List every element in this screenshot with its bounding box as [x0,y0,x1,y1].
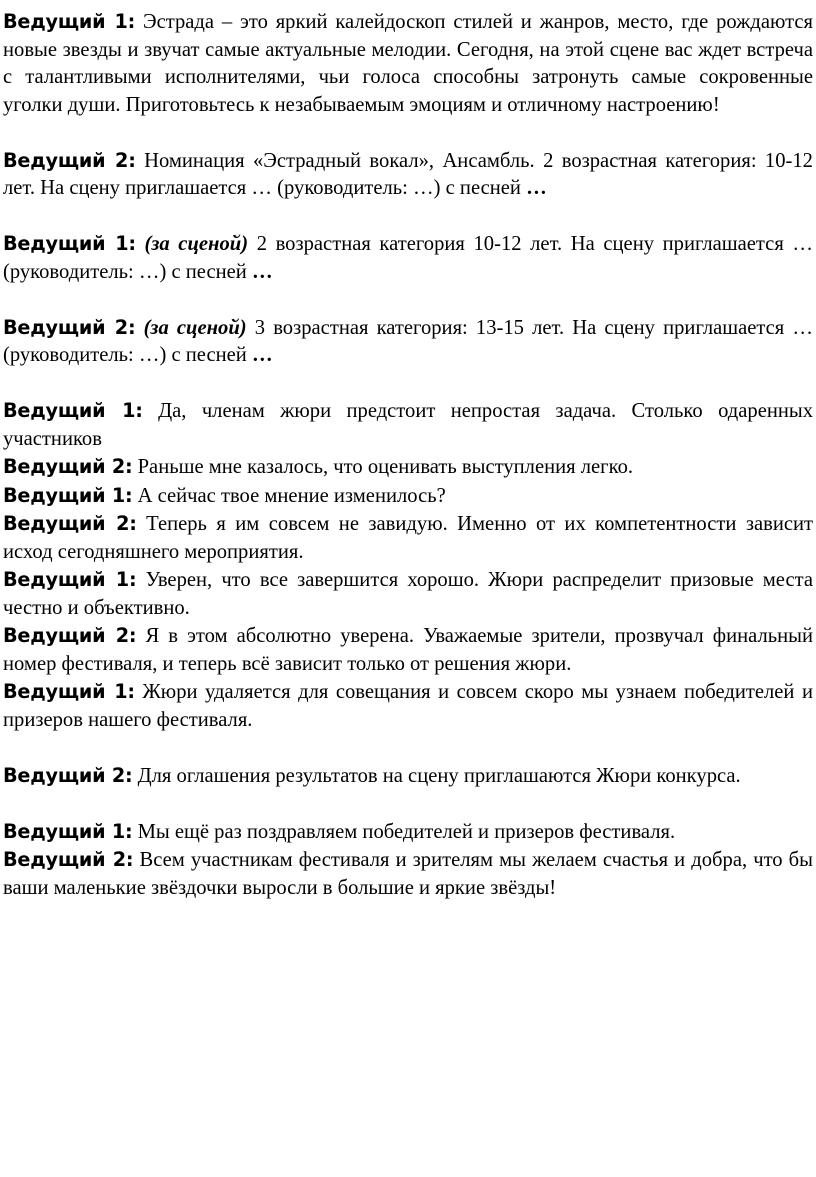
speaker-label: Ведущий 1: [3,10,136,33]
line-text: Всем участникам фестиваля и зрителям мы желаем счастья и добра, что бы ваши маленькие звёздочки выросли в большие и яркие звёзды! [3,849,813,899]
speaker-label: Ведущий 1: [3,399,143,422]
line-text: Уверен, что все завершится хорошо. Жюри распределит призовые места честно и объективно. [3,569,813,619]
script-paragraph [3,314,813,370]
speaker-label: Ведущий 2: [3,512,137,535]
line-text: Я в этом абсолютно уверена. Уважаемые зрители, прозвучал финальный номер фестиваля, и теперь всё зависит только от решения жюри. [3,625,813,675]
line-text: Номинация «Эстрадный вокал», Ансамбль. 2 возрастная категория: 10-12 лет. На сцену приглашается … (руководитель: …) с песней [3,149,813,199]
speaker-label: Ведущий 2: [3,763,133,787]
script-paragraph [3,8,813,119]
line-text: Эстрада – это яркий калейдоскоп стилей и жанров, место, где рождаются новые звезды и звучат самые актуальные мелодии. Сегодня, на этой сцене вас ждет встреча с талантливыми исполнителями, чьи голоса способны затронуть самые сокровенные уголки души. Приготовьтесь к незабываемым эмоциям и отличному настроению! [3,11,813,116]
ellipsis-placeholder: … [251,344,273,366]
speaker-label: Ведущий 2: [3,624,137,647]
script-paragraph [3,846,813,902]
line-text: 3 возрастная категория: 13-15 лет. На сцену приглашается … (руководитель: …) с песней [3,316,813,366]
script-paragraph [3,678,813,734]
paragraph-gap [3,790,813,818]
document-page [3,8,813,902]
ellipsis-placeholder: … [251,260,273,283]
ellipsis-placeholder: … [526,177,547,199]
stage-direction: (за сценой) [135,316,247,339]
paragraph-gap [3,203,813,231]
speaker-label: Ведущий 2: [3,148,136,172]
script-paragraph [3,397,813,453]
script-paragraph [3,230,813,286]
speaker-label: Ведущий 1: [3,483,133,507]
script-paragraph [3,482,813,511]
line-text: А сейчас твое мнение изменилось? [132,484,446,507]
paragraph-gap [3,119,813,147]
line-text: Теперь я им совсем не завидую. Именно от их компетентности зависит исход сегодняшнего мероприятия. [3,513,813,563]
paragraph-gap [3,370,813,398]
script-paragraph [3,147,813,203]
script-paragraph [3,510,813,566]
stage-direction: (за сценой) [135,233,249,255]
line-text: Для оглашения результатов на сцену приглашаются Жюри конкурса. [132,764,741,787]
line-text: Жюри удаляется для совещания и совсем скоро мы узнаем победителей и призеров нашего фестиваля. [3,681,813,731]
speaker-label: Ведущий 1: [3,680,135,703]
script-paragraph [3,453,813,482]
paragraph-gap [3,734,813,762]
line-text: Мы ещё раз поздравляем победителей и призеров фестиваля. [132,820,676,843]
script-paragraph [3,818,813,847]
paragraph-gap [3,286,813,314]
speaker-label: Ведущий 1: [3,819,133,843]
line-text: Раньше мне казалось, что оценивать выступления легко. [132,456,634,478]
speaker-label: Ведущий 1: [3,232,136,255]
speaker-label: Ведущий 2: [3,455,133,478]
line-text: 2 возрастная категория 10-12 лет. На сцену приглашается … (руководитель: …) с песней [3,233,813,283]
script-paragraph [3,566,813,622]
script-paragraph [3,622,813,678]
script-paragraph [3,762,813,791]
speaker-label: Ведущий 2: [3,848,134,871]
line-text: Да, членам жюри предстоит непростая задача. Столько одаренных участников [3,400,814,450]
speaker-label: Ведущий 2: [3,315,136,339]
speaker-label: Ведущий 1: [3,568,137,591]
